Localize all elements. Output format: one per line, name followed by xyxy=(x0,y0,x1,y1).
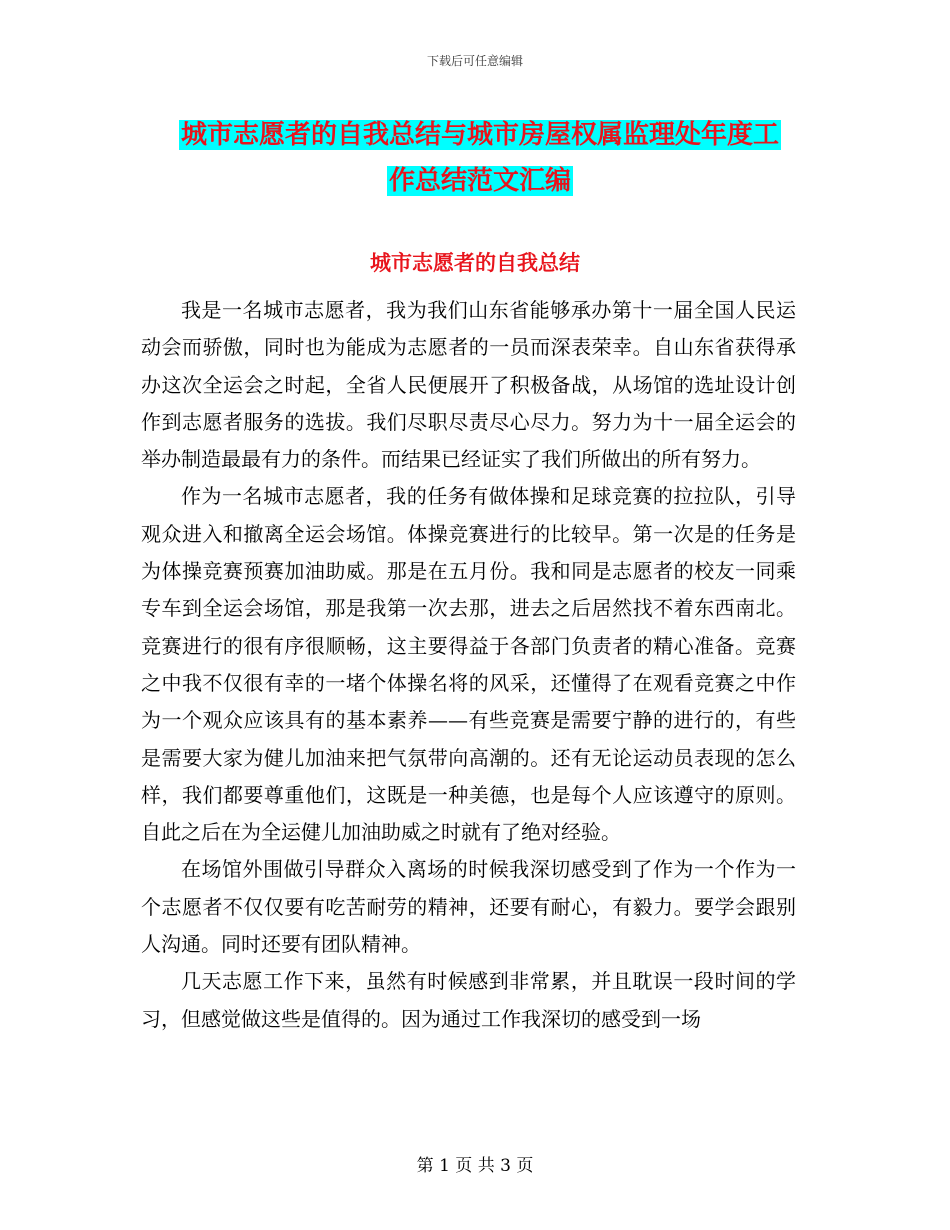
document-title-line-1: 城市志愿者的自我总结与城市房屋权属监理处年度工 xyxy=(180,120,779,150)
paragraph-2: 作为一名城市志愿者，我的任务有做体操和足球竞赛的拉拉队，引导观众进入和撤离全运会场馆。体操竞赛进行的比较早。第一次是的任务是为体操竞赛预赛加油助威。那是在五月份。我和同是志愿者的校友一同乘专车到全运会场馆，那是我第一次去那，进去之后居然找不着东西南北。竞赛进行的很有序很顺畅，这主要得益于各部门负责者的精心准备。竞赛之中我不仅很有幸的一堵个体操名将的风采，还懂得了在观看竞赛之中作为一个观众应该具有的基本素养——有些竞赛是需要宁静的进行的，有些是需要大家为健儿加油来把气氛带向高潮的。还有无论运动员表现的怎么样，我们都要尊重他们，这既是一种美德，也是每个人应该遵守的原则。自此之后在为全运健儿加油助威之时就有了绝对经验。 xyxy=(141,484,796,845)
document-body xyxy=(141,292,796,1038)
page-header-note: 下载后可任意编辑 xyxy=(426,54,523,68)
document-title xyxy=(140,112,820,204)
page-number-footer: 第 1 页 共 3 页 xyxy=(416,1156,534,1176)
paragraph-1: 我是一名城市志愿者，我为我们山东省能够承办第十一届全国人民运动会而骄傲，同时也为能成为志愿者的一员而深表荣幸。自山东省获得承办这次全运会之时起，全省人民便展开了积极备战，从场馆的选址设计创作到志愿者服务的选拔。我们尽职尽责尽心尽力。努力为十一届全运会的举办制造最最有力的条件。而结果已经证实了我们所做出的所有努力。 xyxy=(141,298,796,472)
document-title-line-2: 作总结范文汇编 xyxy=(388,166,571,196)
paragraph-4: 几天志愿工作下来，虽然有时候感到非常累，并且耽误一段时间的学习，但感觉做这些是值得的。因为通过工作我深切的感受到一场 xyxy=(141,969,796,1031)
section-heading: 城市志愿者的自我总结 xyxy=(370,250,580,275)
paragraph-3: 在场馆外围做引导群众入离场的时候我深切感受到了作为一个作为一个志愿者不仅仅要有吃苦耐劳的精神，还要有耐心，有毅力。要学会跟别人沟通。同时还要有团队精神。 xyxy=(141,857,796,957)
